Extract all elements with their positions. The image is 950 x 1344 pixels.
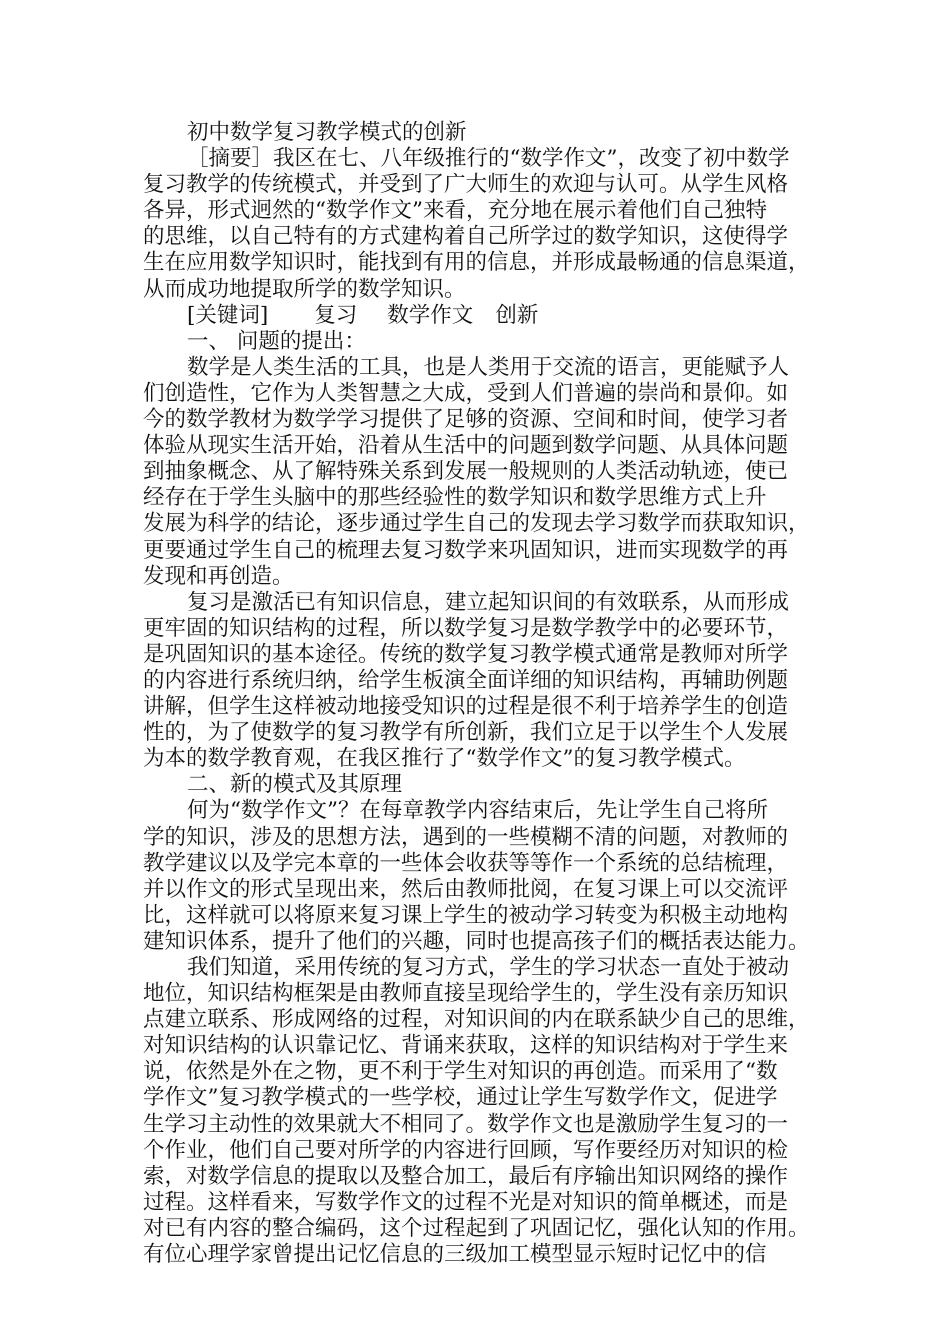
paragraph-line: 学作文”复习教学模式的一些学校，通过让学生写数学作文，促进学 <box>143 1085 778 1111</box>
paragraph-line: 我们知道，采用传统的复习方式，学生的学习状态一直处于被动 <box>187 955 790 980</box>
paragraph-line: 对已有内容的整合编码，这个过程起到了巩固记忆，强化认知的作用。 <box>143 1215 810 1241</box>
paragraph-line: 性的，为了使数学的复习教学有所创新，我们立足于以学生个人发展 <box>143 720 789 746</box>
abstract-line: 从而成功地提取所学的数学知识。 <box>143 276 466 302</box>
paragraph <box>143 355 825 590</box>
paragraph-line: 建知识体系，提升了他们的兴趣，同时也提高孩子们的概括表达能力。 <box>143 928 810 954</box>
paragraph <box>143 798 825 955</box>
keywords-line <box>143 303 825 329</box>
document-title: 初中数学复习教学模式的创新 <box>187 120 467 145</box>
abstract-line: 的思维，以自己特有的方式建构着自己所学过的数学知识，这使得学 <box>143 224 789 250</box>
paragraph-line: 地位，知识结构框架是由教师直接呈现给学生的，学生没有亲历知识 <box>143 981 789 1007</box>
paragraph-line: 讲解，但学生这样被动地接受知识的过程是很不利于培养学生的创造 <box>143 694 789 720</box>
section-heading: 一、 问题的提出： <box>187 328 366 354</box>
paragraph-line: 索，对数学信息的提取以及整合加工，最后有序输出知识网络的操作 <box>143 1163 789 1189</box>
abstract-line: 生在应用数学知识时，能找到有用的信息，并形成最畅通的信息渠道， <box>143 250 810 276</box>
paragraph-line: 学的知识，涉及的思想方法，遇到的一些模糊不清的问题，对教师的 <box>143 824 789 850</box>
paragraph-line: 们创造性，它作为人类智慧之大成，受到人们普遍的崇尚和景仰。如 <box>143 380 789 406</box>
paragraph-line: 点建立联系、形成网络的过程，对知识间的内在联系缺少自己的思维， <box>143 1007 810 1033</box>
paragraph-line: 比，这样就可以将原来复习课上学生的被动学习转变为积极主动地构 <box>143 902 789 928</box>
paragraph-line: 发展为科学的结论，逐步通过学生自己的发现去学习数学而获取知识， <box>143 511 810 537</box>
abstract-line: 复习教学的传统模式，并受到了广大师生的欢迎与认可。从学生风格 <box>143 172 789 198</box>
paragraph-line: 过程。这样看来，写数学作文的过程不光是对知识的简单概述，而是 <box>143 1189 789 1215</box>
paragraph <box>143 590 825 773</box>
keyword: 数学作文 <box>387 302 474 328</box>
keywords-label: [关键词] <box>187 302 269 328</box>
abstract <box>143 146 825 303</box>
paragraph-line: 更要通过学生自己的梳理去复习数学来巩固知识，进而实现数学的再 <box>143 537 789 563</box>
paragraph-line: 教学建议以及学完本章的一些体会收获等等作一个系统的总结梳理， <box>143 850 789 876</box>
paragraph <box>143 955 825 1268</box>
paragraph-line: 并以作文的形式呈现出来，然后由教师批阅，在复习课上可以交流评 <box>143 876 789 902</box>
paragraph-line: 更牢固的知识结构的过程，所以数学复习是数学教学中的必要环节， <box>143 615 789 641</box>
paragraph-line: 经存在于学生头脑中的那些经验性的数学知识和数学思维方式上升 <box>143 485 767 511</box>
paragraph-line: 为本的数学教育观，在我区推行了“数学作文”的复习教学模式。 <box>143 746 746 772</box>
paragraph-line: 生学习主动性的效果就大不相同了。数学作文也是激励学生复习的一 <box>143 1111 789 1137</box>
abstract-line: 各异，形式迥然的“数学作文”来看，充分地在展示着他们自己独特 <box>143 198 767 224</box>
paragraph-line: 的内容进行系统归纳，给学生板演全面详细的知识结构，再辅助例题 <box>143 667 789 693</box>
paragraph-line: 今的数学教材为数学学习提供了足够的资源、空间和时间，使学习者 <box>143 407 789 433</box>
keyword: 复习 <box>314 302 358 328</box>
paragraph-line: 发现和再创造。 <box>143 563 294 589</box>
paragraph-line: 何为“数学作文”？在每章教学内容结束后，先让学生自己将所 <box>187 798 768 824</box>
paragraph-line: 数学是人类生活的工具，也是人类用于交流的语言，更能赋予人 <box>187 354 790 380</box>
paragraph-line: 对知识结构的认识靠记忆、背诵来获取，这样的知识结构对于学生来 <box>143 1033 789 1059</box>
document-page <box>143 120 825 1268</box>
paragraph-line: 体验从现实生活开始，沿着从生活中的问题到数学问题、从具体问题 <box>143 433 789 459</box>
abstract-line: ［摘要］我区在七、八年级推行的“数学作文”，改变了初中数学 <box>187 146 790 172</box>
paragraph-line: 是巩固知识的基本途径。传统的数学复习教学模式通常是教师对所学 <box>143 641 789 667</box>
section-heading: 二、新的模式及其原理 <box>187 772 403 798</box>
keyword: 创新 <box>495 302 539 328</box>
paragraph-line: 到抽象概念、从了解特殊关系到发展一般规则的人类活动轨迹，使已 <box>143 459 789 485</box>
paragraph-line: 复习是激活已有知识信息，建立起知识间的有效联系，从而形成 <box>187 589 790 615</box>
paragraph-line: 有位心理学家曾提出记忆信息的三级加工模型显示短时记忆中的信 <box>143 1242 767 1268</box>
paragraph-line: 说，依然是外在之物，更不利于学生对知识的再创造。而采用了“数 <box>143 1059 778 1085</box>
paragraph-line: 个作业，他们自己要对所学的内容进行回顾，写作要经历对知识的检 <box>143 1137 789 1163</box>
